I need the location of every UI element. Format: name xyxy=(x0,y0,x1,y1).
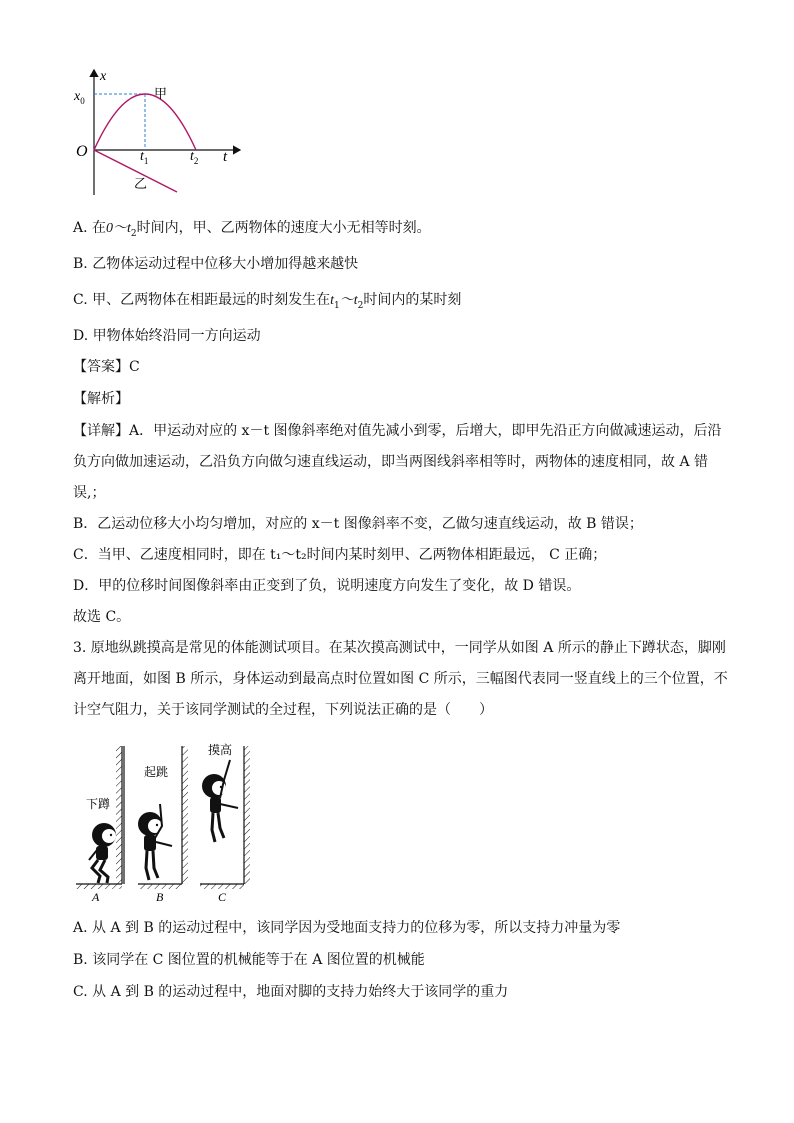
detail-line-b: B．乙运动位移大小均匀增加，对应的 x－t 图像斜率不变，乙做匀速直线运动，故 B 错误； xyxy=(73,516,643,532)
fig-label-squat: 下蹲 xyxy=(86,797,111,811)
label-jia: 甲 xyxy=(154,86,168,101)
q3-stem-line-3: 计空气阻力，关于该同学测试的全过程，下列说法正确的是（ ） xyxy=(73,702,493,718)
q3-stem-line-2: 离开地面，如图 B 所示，身体运动到最高点时位置如图 C 所示，三幅图代表同一竖直线上的三个位置，不 xyxy=(73,671,728,687)
conclusion-line: 故选 C。 xyxy=(73,609,131,625)
detail-line-3: 误,； xyxy=(73,485,106,501)
detail-line-d: D．甲的位移时间图像斜率由正变到了负，说明速度方向发生了变化，故 D 错误。 xyxy=(73,578,581,594)
jump-figure-person xyxy=(138,804,172,880)
q3-stem-line-1: 3. 原地纵跳摸高是常见的体能测试项目。在某次摸高测试中，一同学从如图 A 所示的静止下蹲状态，脚刚 xyxy=(73,640,726,656)
q2-option-a: A. 在$0\sim t_2$时间内，甲、乙两物体的速度大小无相等时刻。 xyxy=(73,220,431,239)
label-t2: $t_2$ xyxy=(190,149,199,166)
fig-label-a: A xyxy=(92,890,100,904)
fig-label-jump: 起跳 xyxy=(144,765,169,779)
q2-option-b: B. 乙物体运动过程中位移大小增加得越来越快 xyxy=(73,256,359,272)
answer-tag: 【答案】 xyxy=(73,359,129,375)
jump-figure xyxy=(72,738,258,904)
label-yi: 乙 xyxy=(134,176,148,191)
detail-line-1: 【详解】A．甲运动对应的 x－t 图像斜率绝对值先减小到零，后增大，即甲先沿正方向做减速运动，后沿 xyxy=(73,423,722,439)
q3-option-c: C. 从 A 到 B 的运动过程中，地面对脚的支持力始终大于该同学的重力 xyxy=(73,984,509,1000)
detail-line-2: 负方向做加速运动，乙沿负方向做匀速直线运动，即当两图线斜率相等时，两物体的速度相同，故 A 错 xyxy=(73,454,709,470)
panel-a xyxy=(76,746,122,889)
detail-line-c: C．当甲、乙速度相同时，即在 t₁～t₂时间内某时刻甲、乙两物体相距最远， C 正确； xyxy=(73,547,607,563)
axis-label-t: t xyxy=(223,149,228,165)
q3-option-a: A. 从 A 到 B 的运动过程中，该同学因为受地面支持力的位移为零，所以支持力冲量为零 xyxy=(73,920,621,936)
label-origin: O xyxy=(76,143,88,160)
touch-figure-person xyxy=(202,760,238,842)
fig-label-c: C xyxy=(218,890,227,904)
analysis-tag: 【解析】 xyxy=(73,391,129,407)
label-t1: $t_1$ xyxy=(140,149,149,166)
panel-c xyxy=(200,746,250,889)
squat-figure xyxy=(89,823,116,883)
detail-tag: 【详解】 xyxy=(73,423,129,439)
q2-option-c: C. 甲、乙两物体在相距最远的时刻发生在$t_1\sim t_2$时间内的某时刻 xyxy=(73,292,462,311)
label-x0: $x_0$ xyxy=(74,89,85,106)
q3-option-b: B. 该同学在 C 图位置的机械能等于在 A 图位置的机械能 xyxy=(73,952,425,968)
answer-value: C xyxy=(129,359,140,375)
xt-graph xyxy=(70,64,250,200)
q2-option-d: D. 甲物体始终沿同一方向运动 xyxy=(73,328,261,344)
fig-label-touch: 摸高 xyxy=(208,743,233,757)
answer-line xyxy=(73,357,140,377)
axis-label-x: x xyxy=(100,69,107,84)
fig-label-b: B xyxy=(156,890,164,904)
